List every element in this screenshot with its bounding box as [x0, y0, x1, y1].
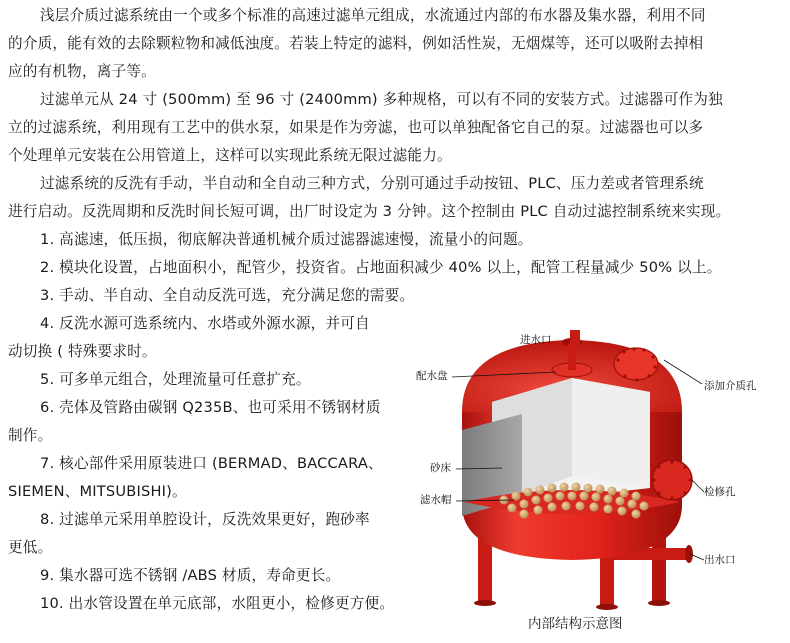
feature-item-2: 2. 模块化设置，占地面积小，配管少，投资省。占地面积减少 40% 以上，配管工程量减少 50% 以上。	[40, 259, 722, 276]
label-inlet: 进水口	[520, 334, 552, 346]
inlet-pipe	[570, 330, 580, 346]
feature-item-8-cont: 更低。	[8, 539, 53, 556]
leg-foot	[596, 604, 618, 610]
feature-item-6: 6. 壳体及管路由碳钢 Q235B、也可采用不锈钢材质	[40, 399, 381, 416]
feature-item-4: 4. 反洗水源可选系统内、水塔或外源水源，并可自	[40, 315, 370, 332]
paragraph-1-line-3: 应的有机物，离子等。	[8, 63, 156, 80]
feature-item-7-cont: SIEMEN、MITSUBISHI)。	[8, 483, 187, 500]
leg-foot	[648, 600, 670, 606]
feature-item-7: 7. 核心部件采用原装进口 (BERMAD、BACCARA、	[40, 455, 383, 472]
leg-foot	[474, 600, 496, 606]
label-filter-caps: 滤水帽	[420, 494, 452, 506]
label-outlet: 出水口	[704, 554, 736, 566]
label-media-port: 添加介质孔	[704, 380, 757, 392]
outlet-flange	[685, 545, 693, 563]
distributor-pipe	[568, 344, 576, 370]
feature-item-8: 8. 过滤单元采用单腔设计，反洗效果更好，跑砂率	[40, 511, 370, 528]
feature-item-4-cont: 动切换 ( 特殊要求时。	[8, 343, 157, 360]
filter-tank-figure	[404, 330, 790, 643]
paragraph-3-line-2: 进行启动。反洗周期和反洗时间长短可调，出厂时设定为 3 分钟。这个控制由 PLC 自动过滤控制系统来实现。	[8, 203, 731, 220]
feature-item-1: 1. 高滤速，低压损，彻底解决普通机械介质过滤器滤速慢，流量小的问题。	[40, 231, 533, 248]
label-sand-bed: 砂床	[430, 462, 451, 474]
cutaway-side-wall	[572, 378, 650, 488]
media-port	[614, 348, 658, 380]
paragraph-1-line-1: 浅层介质过滤系统由一个或多个标准的高速过滤单元组成，水流通过内部的布水器及集水器，利用不同	[40, 7, 706, 24]
label-distributor: 配水盘	[416, 370, 448, 382]
paragraph-2-line-2: 立的过滤系统，利用现有工艺中的供水泵，如果是作为旁滤，也可以单独配备它自己的泵。过滤器也可以多	[8, 119, 704, 136]
feature-item-3: 3. 手动、半自动、全自动反洗可选，充分满足您的需要。	[40, 287, 415, 304]
paragraph-1-line-2: 的介质，能有效的去除颗粒物和减低浊度。若装上特定的滤料，例如活性炭，无烟煤等，还可以吸附去掉相	[8, 35, 704, 52]
feature-item-9: 9. 集水器可选不锈钢 /ABS 材质，寿命更长。	[40, 567, 341, 584]
feature-item-10: 10. 出水管设置在单元底部，水阻更小，检修更方便。	[40, 595, 395, 612]
paragraph-2-line-1: 过滤单元从 24 寸 (500mm) 至 96 寸 (2400mm) 多种规格，可以有不同的安装方式。过滤器可作为独	[40, 91, 723, 108]
filter-tank-illustration	[404, 330, 790, 615]
feature-item-5: 5. 可多单元组合，处理流量可任意扩充。	[40, 371, 311, 388]
label-manhole: 检修孔	[704, 486, 736, 498]
figure-caption: 内部结构示意图	[528, 616, 623, 632]
paragraph-3-line-1: 过滤系统的反洗有手动，半自动和全自动三种方式，分别可通过手动按钮、PLC、压力差或者管理系统	[40, 175, 704, 192]
paragraph-2-line-3: 个处理单元安装在公用管道上，这样可以实现此系统无限过滤能力。	[8, 147, 452, 164]
feature-item-6-cont: 制作。	[8, 427, 53, 444]
